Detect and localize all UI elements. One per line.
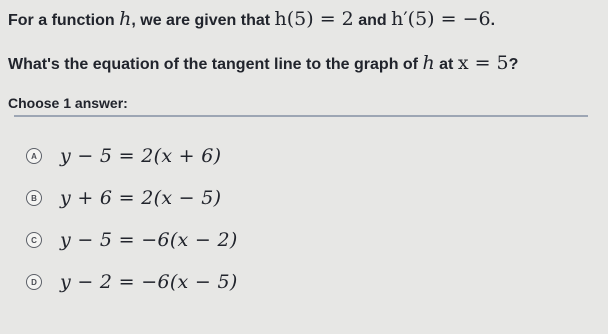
tangent-point-equation: x = 5 [457,52,509,74]
question-text: . [490,12,496,29]
question-text: , we are given that [131,12,275,29]
divider [14,115,588,117]
radio-a[interactable]: A [26,148,42,164]
choice-a-equation: y − 5 = 2(x + 6) [60,145,222,167]
question-text: What's the equation of the tangent line to the graph of [8,56,423,73]
choice-d-equation: y − 2 = −6(x − 5) [60,271,238,293]
question-text: at [434,56,458,73]
choice-c[interactable] [26,222,346,258]
choice-b[interactable] [26,180,346,216]
choice-c-equation: y − 5 = −6(x − 2) [60,229,238,251]
question-line-2 [8,52,600,76]
given-value-equation: h(5) = 2 [274,8,354,30]
question-text: ? [508,56,519,73]
radio-b[interactable]: B [26,190,42,206]
question-text: For a function [8,12,120,29]
question-stem [8,8,600,76]
question-text: and [353,12,392,29]
radio-d[interactable]: D [26,274,42,290]
choice-b-equation: y + 6 = 2(x − 5) [60,187,222,209]
question-line-1 [8,8,600,32]
choice-d[interactable] [26,264,346,300]
function-symbol: h [422,52,435,74]
choice-a[interactable] [26,138,346,174]
radio-c[interactable]: C [26,232,42,248]
given-derivative-equation: h′(5) = −6 [391,8,491,30]
choose-prompt: Choose 1 answer: [8,95,128,111]
function-symbol: h [119,8,132,30]
